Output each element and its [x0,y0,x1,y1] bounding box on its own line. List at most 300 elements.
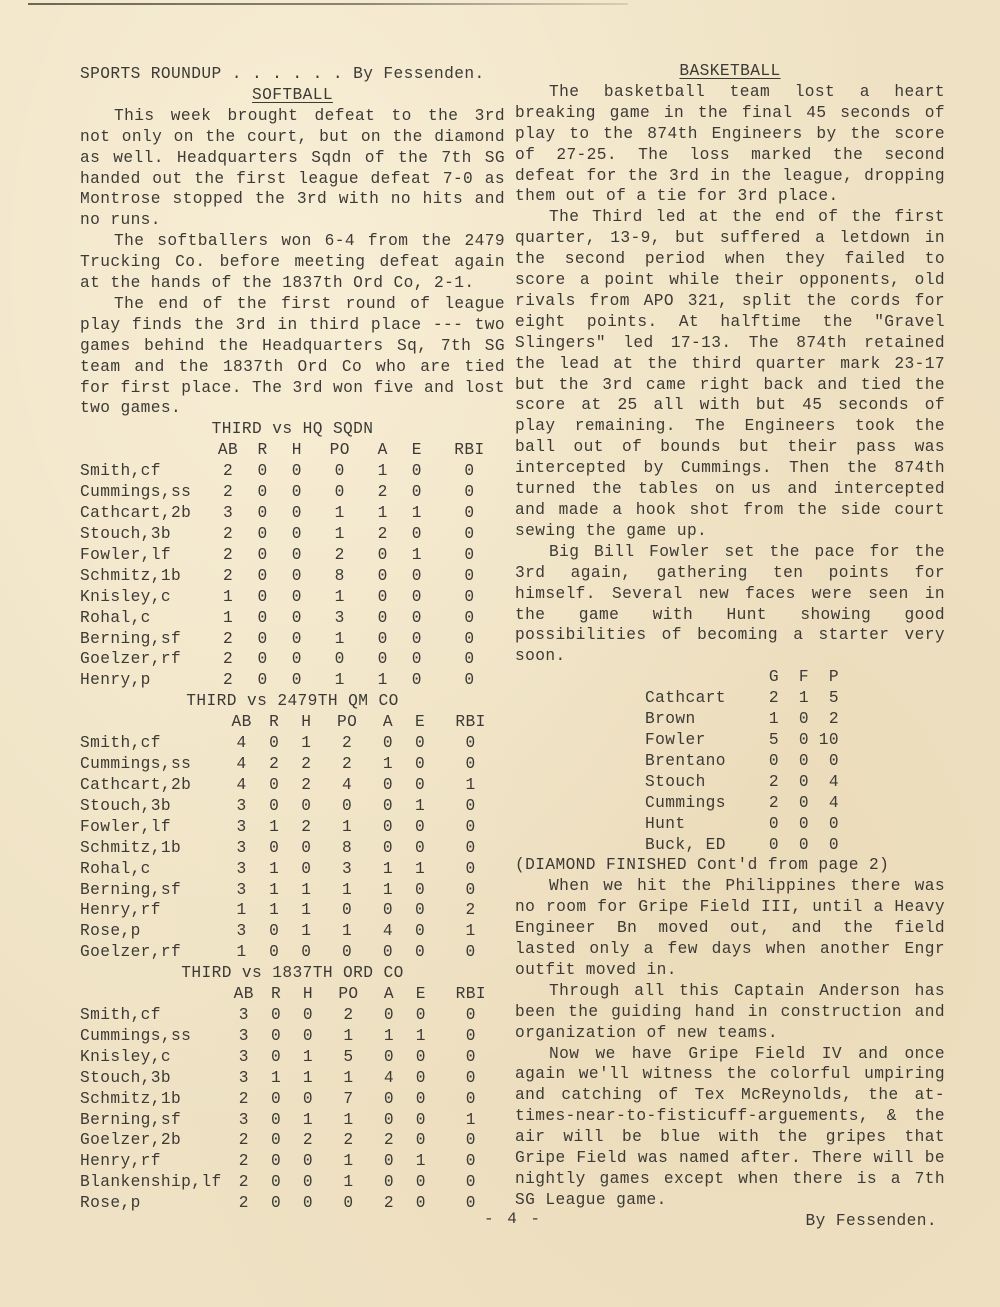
stat-g: 0 [768,751,779,770]
player-name: Cummings,ss [80,483,192,502]
stat-e: 0 [415,880,426,899]
stat-ab: 2 [222,483,234,502]
stat-r: 0 [257,545,268,564]
stat-r: 0 [271,1026,282,1045]
diamond-paragraph-1: When we hit the Philippines there was no room for Gripe Field III, until a Heavy Engineer Bn moved out, and the field lasted only a few days when another Engr outfit moved in. [515,877,945,979]
table-row [80,629,505,650]
stat-f: 0 [798,710,809,729]
column-header-a: A [382,713,393,732]
stat-ab: 3 [238,1068,249,1087]
stat-a: 0 [377,545,388,564]
basketball-paragraph-1: The basketball team lost a heart breaking game in the final 45 seconds of play to the 874th Engineers by the score of 27-25. The loss marked the second defeat for the 3rd in the league, dropping them out of a tie for 3rd place. [515,82,945,206]
stat-a: 1 [382,755,393,774]
table-row [80,838,505,859]
stat-po: 0 [343,1194,354,1213]
stat-rbi: 0 [465,734,476,753]
section-title-softball: SOFTBALL [252,85,333,104]
player-name: Schmitz,1b [80,838,182,857]
stat-e: 1 [411,545,422,564]
stat-f: 0 [798,835,809,854]
stat-ab: 4 [236,734,247,753]
stat-rbi: 0 [465,1194,476,1213]
stat-po: 1 [343,1110,354,1129]
stat-rbi: 0 [464,566,475,585]
player-name: Fowler,lf [80,817,172,836]
box-score-title: THIRD vs 1837TH ORD CO [181,964,404,983]
stat-h: 0 [302,1026,313,1045]
stat-g: 2 [768,772,779,791]
table-row [80,733,505,754]
column-header-h: H [302,985,313,1004]
stat-e: 0 [415,838,426,857]
stat-h: 0 [301,943,312,962]
player-name: Cummings,ss [80,1026,192,1045]
byline: By Fessenden. [805,1211,937,1230]
stat-ab: 3 [222,504,234,523]
table-row [80,461,505,482]
stat-h: 1 [301,922,312,941]
stat-rbi: 0 [465,1089,476,1108]
player-name: Smith,cf [80,462,161,481]
stat-h: 0 [302,1006,313,1025]
table-row [645,730,839,751]
column-header-p: P [828,668,839,687]
stat-rbi: 0 [464,504,475,523]
stat-rbi: 0 [465,1006,476,1025]
stat-po: 0 [334,483,345,502]
column-header-h: H [301,713,312,732]
stat-r: 1 [271,1068,282,1087]
stat-f: 0 [798,751,809,770]
stat-h: 1 [301,880,312,899]
column-header-rbi: RBI [455,713,486,732]
basketball-paragraph-3: Big Bill Fowler set the pace for the 3rd again, gathering ten points for himself. Several new faces were seen in the game with Hunt showing good possibilities of becoming a starter very soon. [515,542,945,666]
stat-h: 0 [301,859,312,878]
stat-a: 4 [382,922,393,941]
stat-po: 1 [334,629,345,648]
stat-ab: 2 [238,1089,249,1108]
stat-po: 0 [342,901,353,920]
stat-a: 1 [377,671,388,690]
player-name: Berning,sf [80,1110,182,1129]
stat-po: 4 [342,775,353,794]
stat-r: 0 [269,734,280,753]
stat-e: 0 [411,650,422,669]
stat-r: 1 [269,901,280,920]
table-row [80,796,505,817]
stat-po: 0 [334,462,345,481]
column-header-r: R [257,441,268,460]
table-row [80,1130,505,1151]
stat-a: 0 [382,838,393,857]
box-score-title: THIRD vs HQ SQDN [211,420,374,439]
stat-po: 1 [343,1026,354,1045]
table-row [80,1089,505,1110]
stat-r: 0 [257,629,268,648]
stat-ab: 2 [238,1173,249,1192]
stat-a: 0 [383,1047,394,1066]
stat-g: 2 [768,689,779,708]
stat-ab: 3 [236,838,247,857]
player-name: Rohal,c [80,859,151,878]
table-row [80,587,505,608]
stat-rbi: 0 [465,817,476,836]
stat-rbi: 0 [464,462,475,481]
column-header-r: R [269,713,280,732]
table-row [80,859,505,880]
stat-h: 1 [302,1110,313,1129]
stat-rbi: 1 [465,922,476,941]
stat-po: 1 [334,587,345,606]
stat-po: 2 [334,545,345,564]
stat-r: 1 [269,817,280,836]
stat-rbi: 0 [464,483,475,502]
table-row [80,900,505,921]
stat-a: 1 [377,462,388,481]
stat-r: 2 [269,755,280,774]
player-name: Schmitz,1b [80,1089,182,1108]
header-blank [80,984,227,1005]
basketball-paragraph-2: The Third led at the end of the first quarter, 13-9, but suffered a letdown in the second period when they failed to score a point while their opponents, old rivals from APO 321, split the cords for eight points. At halftime the "Gravel Slingers" led 17-13. The 874th retained the lead at the third quarter mark 23-17 but the 3rd came right back and tied the score at 25 all with but 45 seconds of play remaining. The Engineers took the ball out of bounds but their pass was intercepted by Cummings. Then the 874th turned the tables on us and intercepted and made a hook shot from the side court sewing the game up. [515,208,945,540]
stat-h: 2 [302,1131,313,1150]
stat-a: 0 [382,796,393,815]
player-name: Buck, ED [645,835,726,854]
stat-h: 2 [301,817,312,836]
stat-e: 0 [415,901,426,920]
player-name: Brown [645,710,696,729]
page-top-rule [28,3,628,5]
table-row [80,608,505,629]
stat-r: 0 [271,1006,282,1025]
stat-ab: 3 [236,859,247,878]
stat-rbi: 0 [465,796,476,815]
stat-ab: 3 [238,1110,249,1129]
table-row [80,880,505,901]
stat-po: 5 [343,1047,354,1066]
column-header-po: PO [336,713,358,732]
stat-rbi: 0 [465,1068,476,1087]
player-name: Stouch,3b [80,796,172,815]
softball-paragraph-1: This week brought defeat to the 3rd not only on the court, but on the diamond as well. Headquarters Sqdn of the 7th SG handed out the first league defeat 7-0 as Montrose stopped the 3rd with no hits and no runs. [80,106,505,230]
stat-e: 0 [415,1173,426,1192]
player-name: Schmitz,1b [80,566,182,585]
stat-rbi: 0 [465,1173,476,1192]
stat-po: 1 [343,1173,354,1192]
diamond-paragraph-2: Through all this Captain Anderson has been the guiding hand in construction and organization of new teams. [515,981,945,1042]
stat-h: 1 [302,1047,313,1066]
column-header-f: F [798,668,809,687]
column-header-po: PO [329,441,350,460]
stat-h: 2 [301,775,312,794]
basketball-scoring-table [645,667,839,855]
stat-a: 0 [382,901,393,920]
stat-r: 0 [269,796,280,815]
stat-h: 0 [291,545,302,564]
header-blank [80,712,225,733]
header-blank [80,440,211,461]
column-header-g: G [768,668,779,687]
stat-a: 1 [382,880,393,899]
player-name: Cathcart,2b [80,504,192,523]
player-name: Goelzer,rf [80,650,182,669]
box-score-header-row [80,440,505,461]
stat-h: 0 [301,796,312,815]
stat-h: 0 [291,566,302,585]
stat-po: 2 [342,755,353,774]
table-row [645,709,839,730]
table-row [80,1026,505,1047]
stat-a: 2 [383,1194,394,1213]
stat-a: 0 [382,734,393,753]
stat-ab: 1 [236,901,247,920]
stat-ab: 2 [222,566,234,585]
stat-h: 0 [301,838,312,857]
stat-h: 0 [302,1173,313,1192]
stat-a: 0 [383,1110,394,1129]
stat-h: 0 [302,1089,313,1108]
column-header-ab: AB [217,441,239,460]
stat-r: 0 [271,1089,282,1108]
stat-po: 1 [342,880,353,899]
stat-a: 4 [383,1068,394,1087]
stat-po: 2 [343,1131,354,1150]
column-header-ab: AB [233,985,254,1004]
stat-a: 1 [377,504,388,523]
player-name: Stouch,3b [80,1068,172,1087]
stat-po: 1 [342,922,353,941]
stat-h: 0 [291,671,302,690]
column-header-e: E [411,441,422,460]
stat-ab: 3 [238,1047,249,1066]
stat-r: 0 [257,504,268,523]
stat-a: 0 [377,566,388,585]
column-header-po: PO [338,985,359,1004]
stat-e: 0 [411,566,422,585]
stat-p: 10 [818,730,839,749]
stat-r: 0 [269,943,280,962]
stat-e: 0 [415,1006,426,1025]
player-name: Goelzer,2b [80,1131,182,1150]
player-name: Berning,sf [80,629,182,648]
stat-r: 0 [271,1152,282,1171]
stat-ab: 2 [222,650,234,669]
stat-rbi: 0 [465,859,476,878]
stat-r: 0 [257,462,268,481]
player-name: Hunt [645,814,686,833]
table-row [80,754,505,775]
column-header-rbi: RBI [455,985,487,1004]
box-score-header-row [80,984,505,1005]
stat-rbi: 2 [465,901,476,920]
table-row [645,793,839,814]
stat-ab: 3 [236,796,247,815]
player-name: Brentano [645,751,726,770]
stat-p: 0 [828,751,839,770]
stat-a: 0 [377,587,388,606]
table-row [80,921,505,942]
stat-f: 1 [798,689,809,708]
player-name: Rose,p [80,922,141,941]
player-name: Berning,sf [80,880,182,899]
player-name: Knisley,c [80,1047,172,1066]
continued-header: (DIAMOND FINISHED Cont'd from page 2) [515,856,890,875]
box-score-table [80,440,505,691]
stat-a: 0 [382,817,393,836]
stat-po: 8 [334,566,345,585]
player-name: Blankenship,lf [80,1173,222,1192]
stat-f: 0 [798,814,809,833]
stat-e: 0 [415,1068,426,1087]
box-score-header-row [80,712,505,733]
player-name: Stouch [645,772,706,791]
stat-a: 0 [382,943,393,962]
stat-g: 0 [768,814,779,833]
stat-ab: 1 [222,587,234,606]
stat-g: 0 [768,835,779,854]
stat-e: 0 [411,629,422,648]
column-header-e: E [415,985,426,1004]
stat-h: 0 [291,629,302,648]
stat-h: 0 [291,650,302,669]
stat-h: 0 [302,1194,313,1213]
stat-ab: 2 [222,671,234,690]
stat-rbi: 0 [464,650,475,669]
table-row [645,835,839,856]
stat-ab: 2 [238,1152,249,1171]
stat-h: 1 [301,901,312,920]
stat-g: 5 [768,730,779,749]
stat-po: 3 [342,859,353,878]
stat-rbi: 1 [465,775,476,794]
stat-e: 1 [415,1026,426,1045]
stat-a: 0 [377,608,388,627]
stat-ab: 2 [238,1194,249,1213]
table-row [80,1110,505,1131]
table-row [80,503,505,524]
box-score-table [80,712,505,963]
box-score-table [80,984,505,1214]
stat-r: 0 [271,1110,282,1129]
stat-po: 1 [334,504,345,523]
header-blank [645,667,749,688]
stat-a: 1 [383,1026,394,1045]
stat-h: 0 [302,1152,313,1171]
stat-h: 0 [291,525,302,543]
table-row [80,1068,505,1089]
stat-g: 2 [768,793,779,812]
stat-a: 0 [377,650,388,669]
stat-e: 1 [411,504,422,523]
table-row [80,1151,505,1172]
stat-f: 0 [798,793,809,812]
column-header: SPORTS ROUNDUP . . . . . . By Fessenden. [80,65,485,83]
player-name: Fowler,lf [80,545,172,564]
stat-a: 2 [383,1131,394,1150]
player-name: Henry,rf [80,1152,161,1171]
stat-e: 0 [415,1110,426,1129]
scoring-header-row [645,667,839,688]
stat-h: 0 [291,483,302,502]
stat-r: 0 [269,775,280,794]
player-name: Henry,rf [80,901,161,920]
player-name: Goelzer,rf [80,943,182,962]
stat-h: 0 [291,608,302,627]
stat-ab: 3 [236,922,247,941]
stat-g: 1 [768,710,779,729]
stat-a: 1 [382,859,393,878]
player-name: Stouch,3b [80,525,172,543]
stat-e: 0 [415,1131,426,1150]
stat-p: 2 [828,710,839,729]
stat-ab: 4 [236,775,247,794]
stat-rbi: 0 [465,880,476,899]
stat-e: 0 [411,462,422,481]
stat-ab: 4 [236,755,247,774]
stat-e: 0 [411,671,422,690]
stat-a: 0 [383,1152,394,1171]
stat-e: 0 [411,608,422,627]
stat-ab: 1 [236,943,247,962]
stat-po: 3 [334,608,345,627]
stat-r: 0 [269,838,280,857]
stat-h: 0 [291,462,302,481]
stat-r: 0 [257,566,268,585]
table-row [80,817,505,838]
stat-e: 0 [415,943,426,962]
stat-a: 0 [377,629,388,648]
column-header-rbi: RBI [454,441,485,460]
stat-e: 0 [415,775,426,794]
table-row [80,1172,505,1193]
softball-paragraph-2: The softballers won 6-4 from the 2479 Trucking Co. before meeting defeat again at the hands of the 1837th Ord Co, 2-1. [80,232,505,293]
stat-h: 0 [291,504,302,523]
stat-r: 1 [269,880,280,899]
stat-ab: 2 [222,629,234,648]
column-header-a: A [383,985,394,1004]
stat-h: 1 [302,1068,313,1087]
stat-r: 0 [257,608,268,627]
player-name: Knisley,c [80,587,172,606]
stat-ab: 3 [236,880,247,899]
table-row [80,1047,505,1068]
column-header-h: H [291,441,302,460]
stat-p: 0 [828,835,839,854]
table-row [80,566,505,587]
player-name: Cathcart,2b [80,775,192,794]
stat-rbi: 0 [465,838,476,857]
player-name: Rohal,c [80,608,151,627]
player-name: Cummings,ss [80,755,192,774]
column-header-e: E [415,713,426,732]
stat-rbi: 1 [465,1110,476,1129]
player-name: Cummings [645,793,726,812]
stat-r: 0 [271,1173,282,1192]
softball-paragraph-3: The end of the first round of league play finds the 3rd in third place --- two games behind the Headquarters Sq, 7th SG team and the 1837th Ord Co who are tied for first place. The 3rd won five and lost two games. [80,294,505,418]
page-number: - 4 - [484,1210,543,1228]
stat-p: 4 [828,772,839,791]
stat-ab: 3 [238,1026,249,1045]
table-row [80,942,505,963]
diamond-paragraph-3: Now we have Gripe Field IV and once again we'll witness the colorful umpiring and catching of Tex McReynolds, the at-times-near-to-fisticuff-arguements, & the air will be blue with the gripes that Gripe Field was named after. There will be nightly games except when there is a 7th SG League game. [515,1044,945,1209]
stat-e: 0 [415,755,426,774]
stat-a: 0 [383,1173,394,1192]
stat-rbi: 0 [465,1131,476,1150]
stat-po: 2 [343,1006,354,1025]
stat-r: 1 [269,859,280,878]
table-row [645,751,839,772]
stat-po: 1 [343,1152,354,1171]
player-name: Smith,cf [80,1006,161,1025]
